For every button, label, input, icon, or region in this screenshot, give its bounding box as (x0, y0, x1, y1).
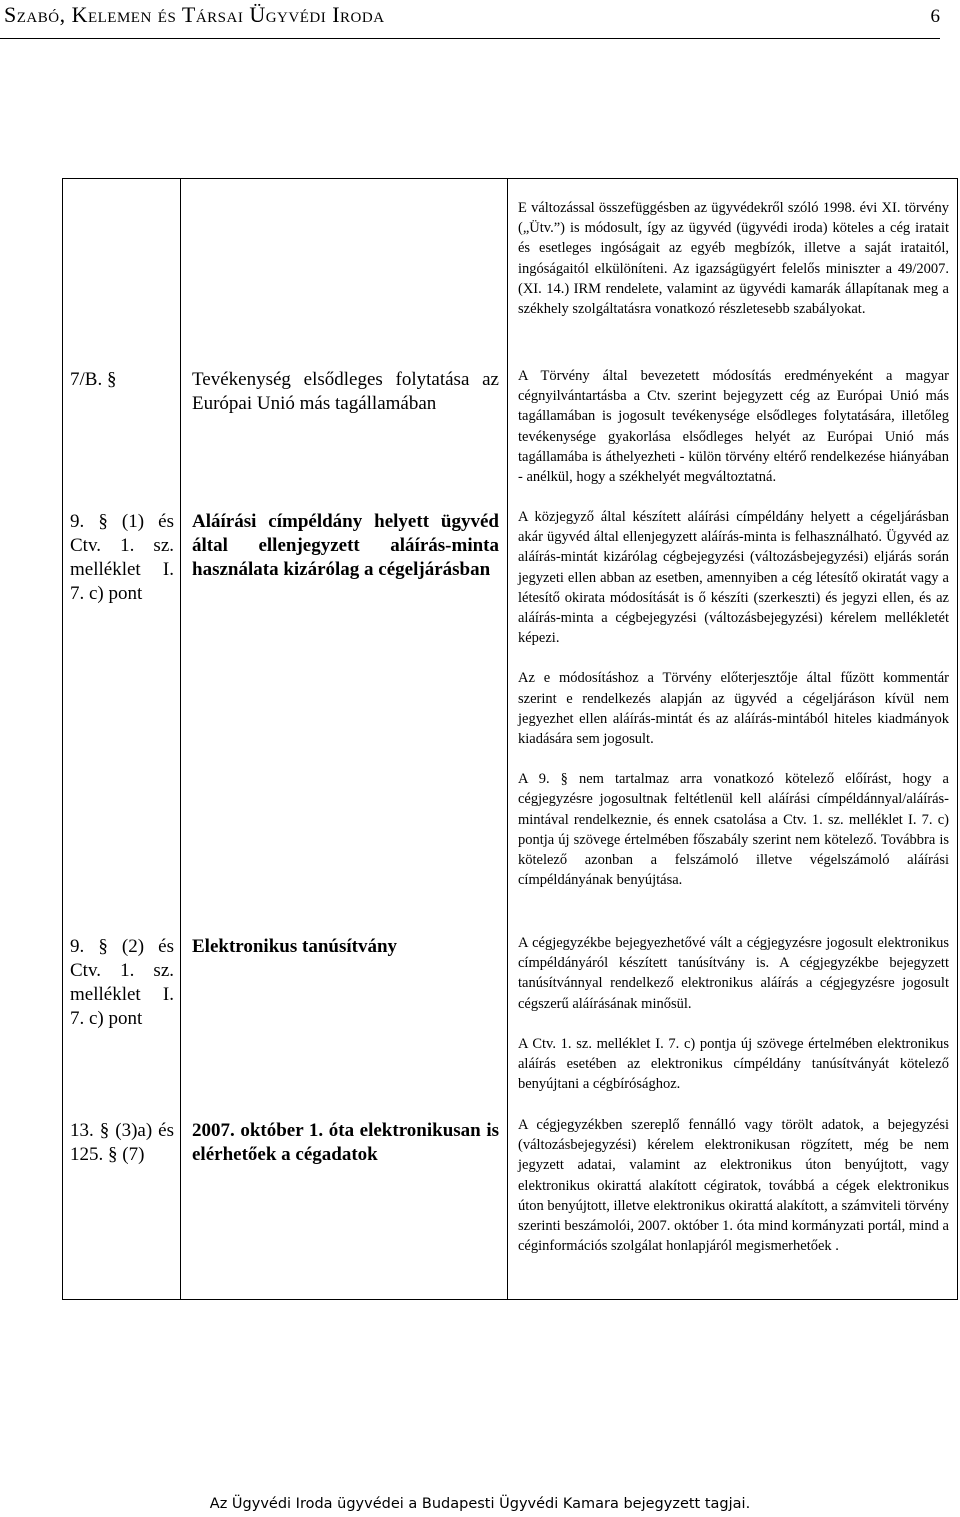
row-topic: Tevékenység elsődleges folytatása az Európai Unió más tagállamában (192, 369, 499, 414)
page-header (4, 2, 940, 34)
row-text (518, 198, 949, 319)
text-paragraph: Az e módosításhoz a Törvény előterjesztője által fűzött kommentár szerint e rendelkezés alapján az ügyvéd a cégeljáráson kívül nem jegyezhet ellen aláírás-mintát és az aláírás-mintából hiteles kiadmányok kiadására sem jogosult. (518, 670, 949, 748)
page-footer: Az Ügyvédi Iroda ügyvédei a Budapesti Ügyvédi Kamara bejegyzett tagjai. (209, 1496, 751, 1512)
row-reference: 9. § (2) és Ctv. 1. sz. melléklet I. 7. c) pont (70, 936, 174, 1029)
text-paragraph: A Törvény által bevezetett módosítás eredményeként a magyar cégnyilvántartásba a Ctv. szerint bejegyzett cég az Európai Unió más tagállamában is jogosult tevékenysége elsődleges folytatására, illetőleg tevékenysége gyakorlása elsődleges helyét az Európai Unió más tagállamába is áthelyezheti - külön törvény eltérő rendelkezése hiányában - anélkül, hogy a székhelyét megváltoztatná. (518, 368, 949, 486)
text-paragraph: A cégjegyzékben szereplő fennálló vagy törölt adatok, a bejegyzési (változásbejegyzési) kérelem elektronikusan rögzített, még be nem jegyzett adatai, valamint az elektronikus úton benyújtott, vagy elektronikus okirattá alakított cégiratok, továbbá a cégek elektronikus úton benyújtott, illetve elektronikus okirattá alakított, a számviteli törvény szerinti beszámolói, 2007. október 1. óta mind kormányzati portál, mind a céginformációs szolgálat honlapjáról megismerhetőek . (518, 1117, 949, 1255)
text-paragraph: A közjegyző által készített aláírási címpéldány helyett a cégeljárásban akár ügyvéd által ellenjegyzett aláírás-minta is felhasználható. Ügyvéd az aláírás-mintát kizárólag cégbejegyzési (változásbejegyzési) eljárás során jegyzeti ellen abban az esetben, amennyiben a cég létesítő okiratát vagy a létesítő okirata módosítását is ő készíti (szerkeszti) és jegyzi ellen, és az aláírás-minta a cégbejegyzési (változásbejegyzési) kérelem mellékletét képezi. (518, 509, 949, 647)
text-paragraph: E változással összefüggésben az ügyvédekről szóló 1998. évi XI. törvény („Ütv.”) is módosult, így az ügyvéd (ügyvédi iroda) köteles a cég iratait és esetleges ingóságait az egyéb megbízók, illetve a saját irataitól, ingóságaitól elkülöníteni. Az igazságügyért felelős miniszter a 49/2007. (XI. 14.) IRM rendelete, valamint az ügyvédi kamarák állapítanak meg a székhely szolgáltatásra vonatkozó részletesebb szabályokat. (518, 200, 949, 318)
row-topic: Aláírási címpéldány helyett ügyvéd által ellenjegyzett aláírás-minta használata kizárólag a cégeljárásban (192, 511, 499, 580)
text-paragraph: A 9. § nem tartalmaz arra vonatkozó kötelező előírást, hogy a cégjegyzésre jogosultnak feltétlenül kell aláírási címpéldánnyal/aláírás-mintával rendelkeznie, és ennek csatolása a Ctv. 1. sz. melléklet I. 7. c) pontja új szövege értelmében főszabály szerint nem kötelező. Továbbra is kötelező azonban a felszámoló illetve végelszámoló aláírási címpéldányának benyújtása. (518, 771, 949, 889)
row-text (518, 933, 949, 1094)
row-reference: 13. § (3)a) és 125. § (7) (70, 1120, 174, 1165)
column-divider (507, 179, 508, 1299)
text-paragraph: A Ctv. 1. sz. melléklet I. 7. c) pontja új szövege értelmében elektronikus aláírás esetében az elektronikus címpéldány tanúsítványát kötelező benyújtani a cégbírósághoz. (518, 1035, 949, 1093)
row-reference: 9. § (1) és Ctv. 1. sz. melléklet I. 7. c) pont (70, 511, 174, 604)
row-text (518, 1115, 949, 1256)
header-rule (0, 38, 940, 39)
row-reference: 7/B. § (70, 369, 117, 390)
row-text (518, 507, 949, 890)
row-topic: 2007. október 1. óta elektronikusan is elérhetőek a cégadatok (192, 1120, 499, 1165)
text-paragraph: A cégjegyzékbe bejegyezhetővé vált a cégjegyzésre jogosult elektronikus címpéldányáról készített tanúsítvány is. A cégjegyzékbe bejegyzett tanúsítvánnyal rendelkező elektronikus aláírás a cégjegyzésre jogosult cégszerű aláírásának minősül. (518, 935, 949, 1012)
row-topic: Elektronikus tanúsítvány (192, 936, 398, 957)
column-divider (180, 179, 181, 1299)
amendment-table (62, 178, 958, 1300)
row-text (518, 366, 949, 487)
firm-name: Szabó, Kelemen és Társai Ügyvédi Iroda (4, 2, 385, 27)
page-number: 6 (930, 6, 940, 27)
